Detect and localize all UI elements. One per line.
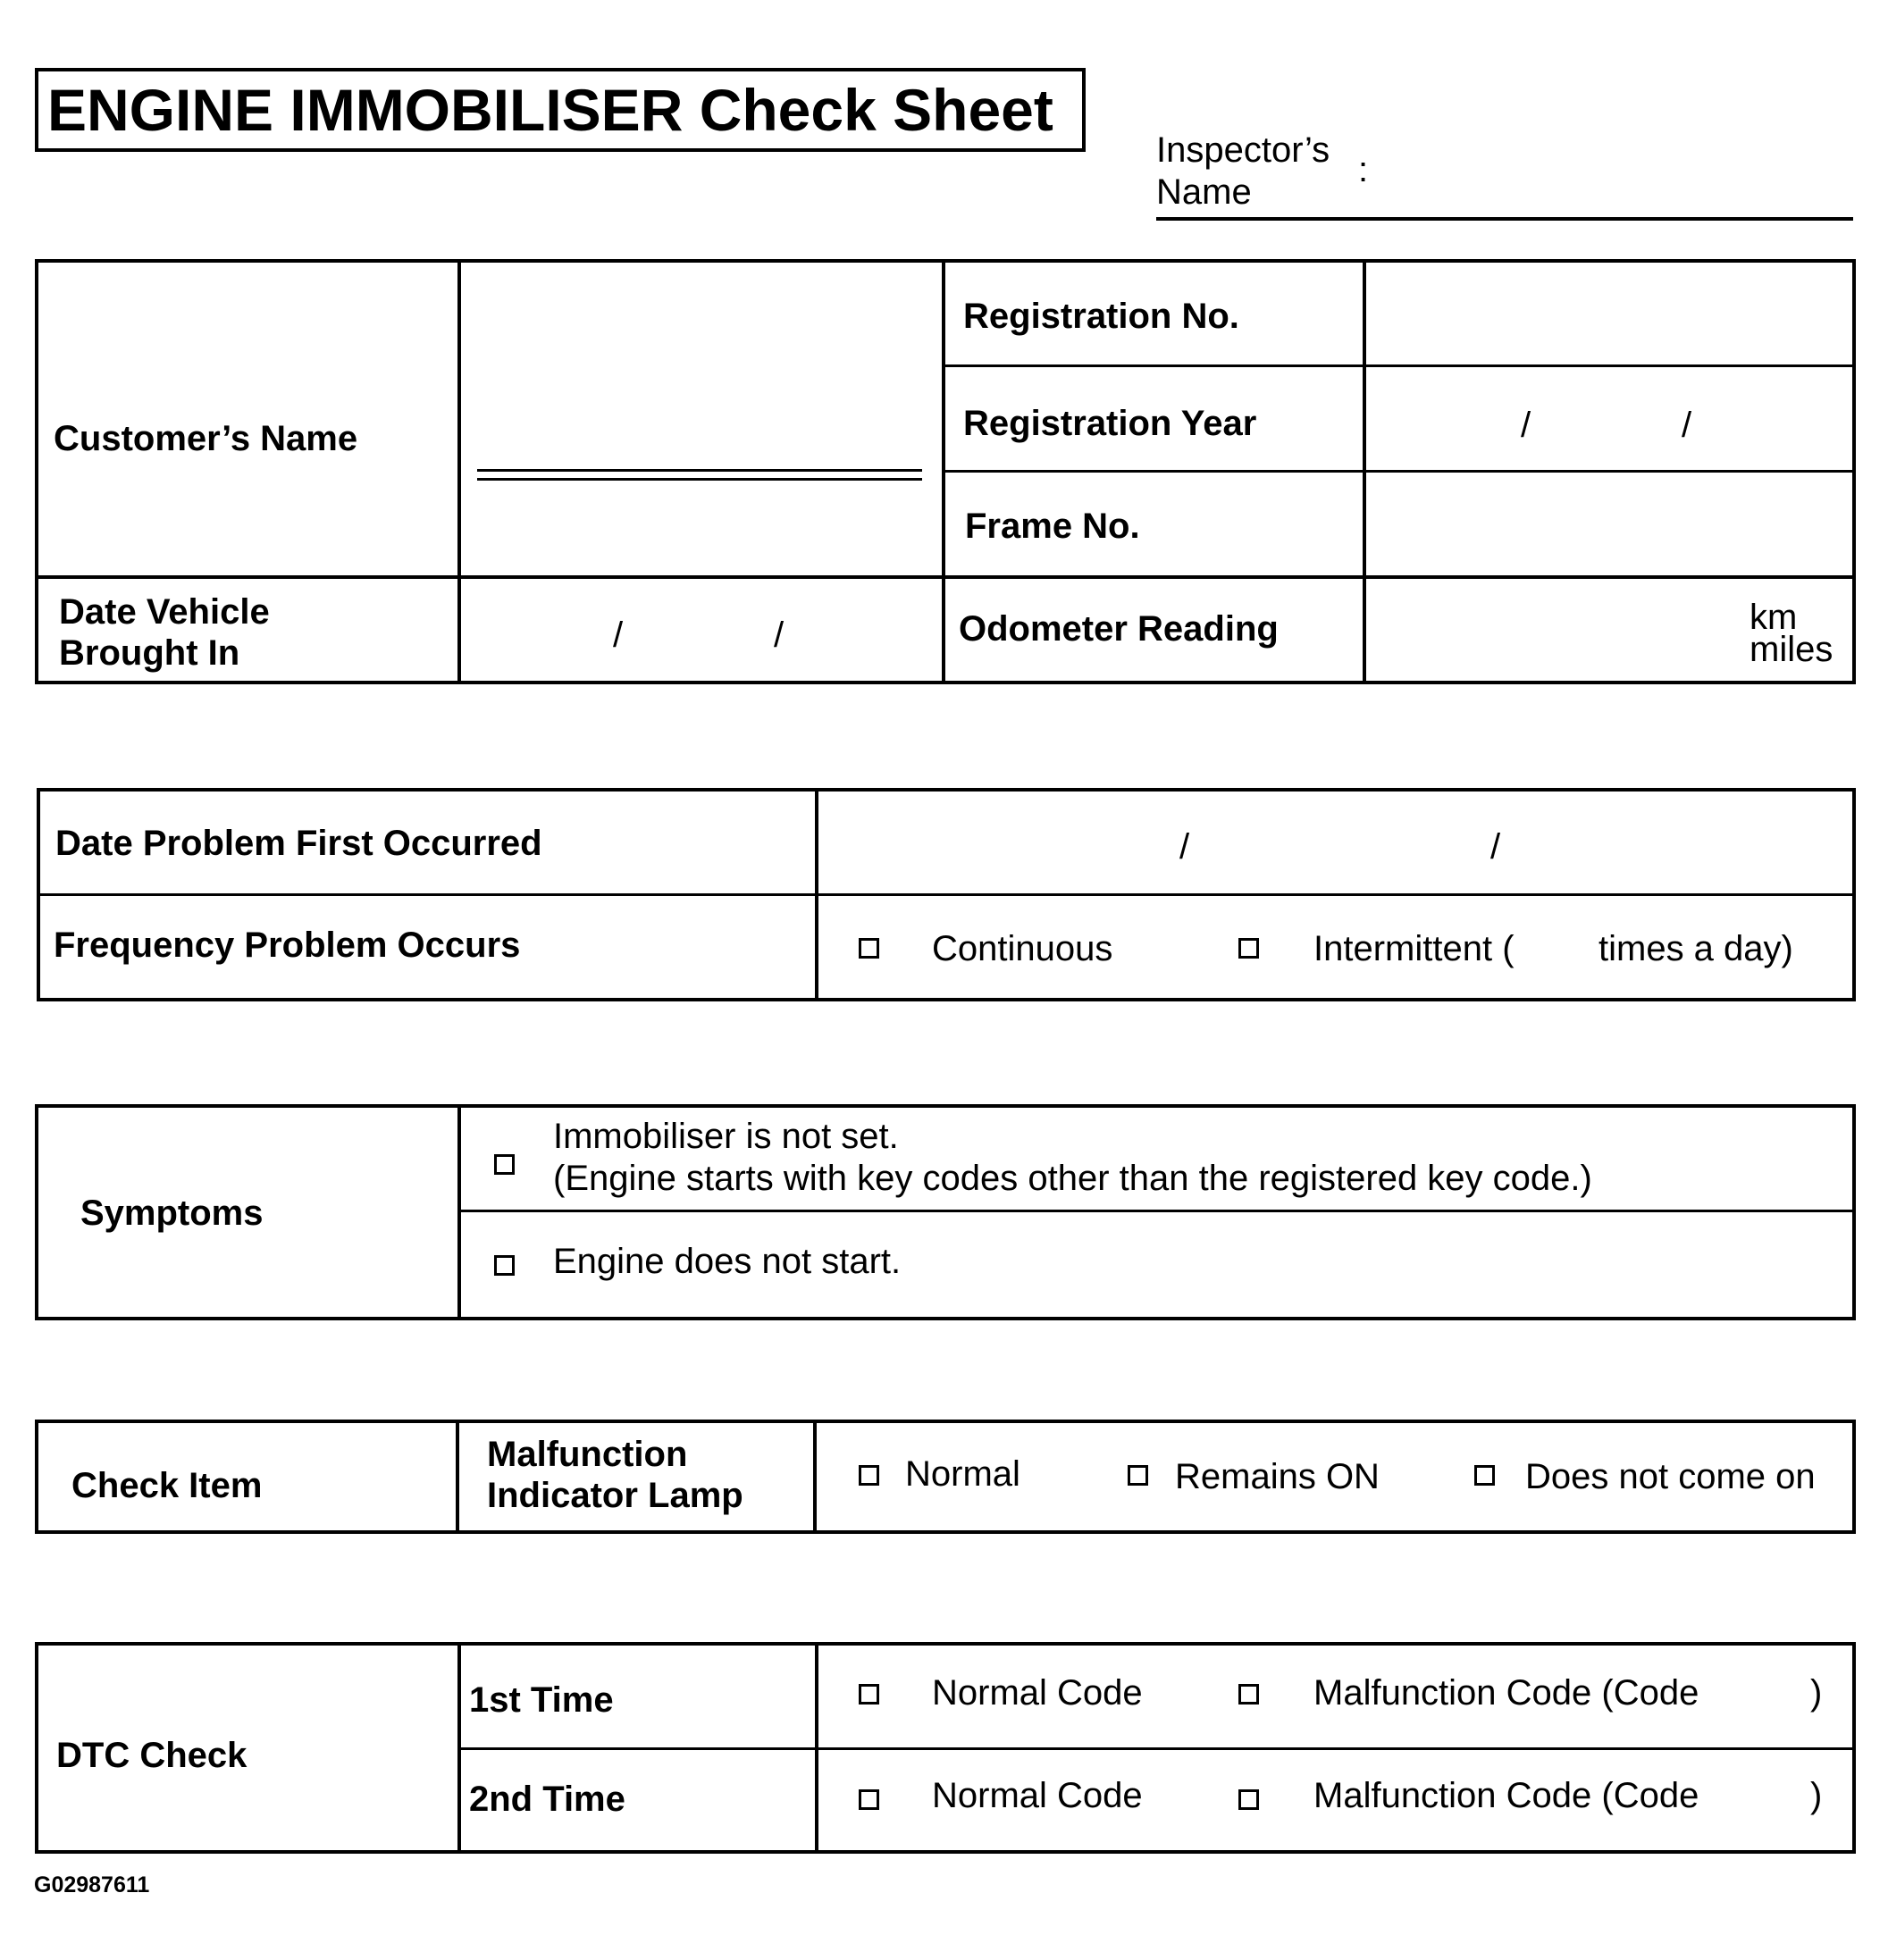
dtc-second-close-paren: ) [1810,1776,1823,1815]
sheet-title: ENGINE IMMOBILISER Check Sheet [35,68,1086,152]
registration-year-slash-1: / [1521,406,1531,445]
dtc-first-time-label: 1st Time [469,1680,614,1720]
registration-year-label: Registration Year [963,404,1257,443]
dtc-first-close-paren: ) [1810,1673,1823,1713]
frequency-label: Frequency Problem Occurs [54,926,521,965]
dtc-second-normal-checkbox[interactable] [859,1789,879,1810]
symptoms-label: Symptoms [80,1194,264,1233]
first-occurred-slash-1: / [1179,827,1190,867]
dtc-first-malfunction-label: Malfunction Code (Code [1313,1673,1699,1713]
brought-in-slash-1: / [613,616,624,655]
engine-not-start-label: Engine does not start. [553,1242,902,1281]
dtc-first-normal-checkbox[interactable] [859,1684,879,1705]
continuous-label: Continuous [932,929,1113,968]
registration-year-slash-2: / [1682,406,1692,445]
customer-name-field[interactable] [477,469,922,472]
mil-normal-label: Normal [905,1454,1020,1494]
dtc-first-malfunction-checkbox[interactable] [1238,1684,1259,1705]
times-a-day-label: times a day) [1599,929,1793,968]
dtc-second-time-label: 2nd Time [469,1780,625,1819]
continuous-checkbox[interactable] [859,938,879,959]
mil-remains-on-label: Remains ON [1175,1457,1380,1496]
registration-no-label: Registration No. [963,297,1239,336]
mil-label: Malfunction Indicator Lamp [487,1435,743,1515]
dtc-second-malfunction-checkbox[interactable] [1238,1789,1259,1810]
engine-not-start-checkbox[interactable] [494,1255,515,1276]
check-item-label: Check Item [71,1466,263,1505]
inspector-name-field[interactable] [1156,217,1853,221]
dtc-second-malfunction-label: Malfunction Code (Code [1313,1776,1699,1815]
mil-does-not-come-on-label: Does not come on [1525,1457,1816,1496]
mil-normal-checkbox[interactable] [859,1465,879,1486]
mil-does-not-come-on-checkbox[interactable] [1474,1465,1495,1486]
intermittent-checkbox[interactable] [1238,938,1259,959]
dtc-second-normal-label: Normal Code [932,1776,1143,1815]
customer-name-label: Customer’s Name [54,419,358,458]
odometer-unit-km: km [1750,598,1798,637]
dtc-check-label: DTC Check [56,1736,248,1775]
date-brought-in-label: Date Vehicle Brought In [59,592,270,673]
inspector-name-label: Inspector’s Name [1156,130,1330,212]
figure-code: G02987611 [34,1872,150,1897]
inspector-colon: : [1358,150,1369,189]
mil-remains-on-checkbox[interactable] [1128,1465,1148,1486]
brought-in-slash-2: / [774,616,785,655]
intermittent-label: Intermittent ( [1313,929,1515,968]
date-first-occurred-label: Date Problem First Occurred [55,824,542,863]
immobiliser-not-set-checkbox[interactable] [494,1154,515,1175]
odometer-unit-miles: miles [1750,630,1833,669]
first-occurred-slash-2: / [1490,827,1501,867]
immobiliser-not-set-label: Immobiliser is not set. [553,1117,899,1156]
dtc-first-normal-label: Normal Code [932,1673,1143,1713]
immobiliser-not-set-detail: (Engine starts with key codes other than the registered key code.) [553,1159,1592,1198]
odometer-reading-label: Odometer Reading [959,609,1279,649]
frame-no-label: Frame No. [965,507,1140,546]
